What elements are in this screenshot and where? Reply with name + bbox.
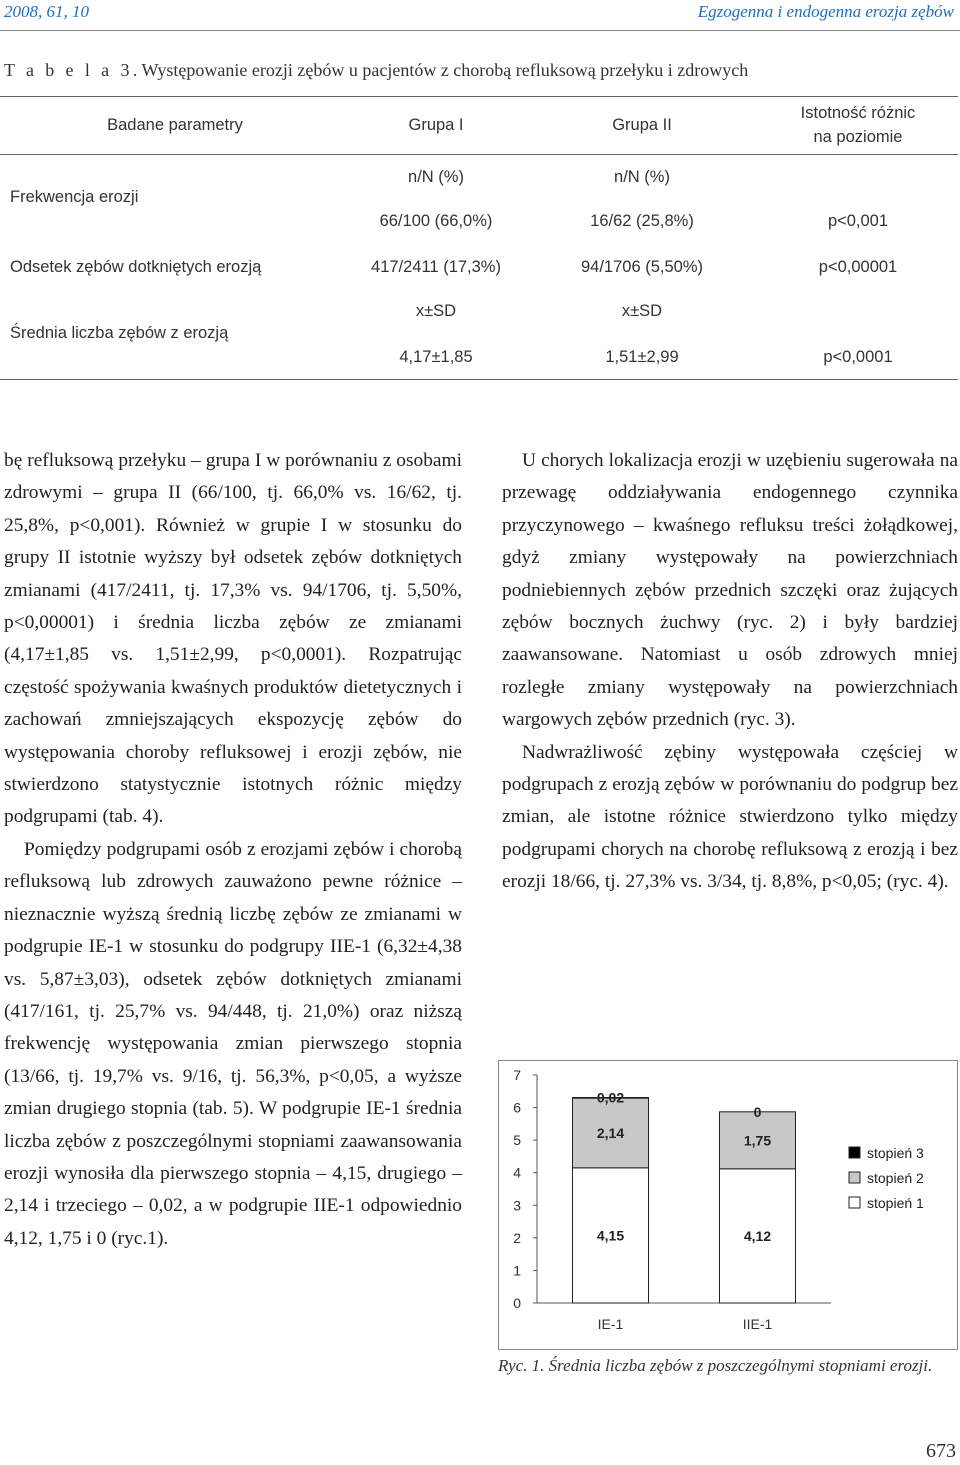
data-table	[0, 96, 960, 380]
figure-caption: Ryc. 1. Średnia liczba zębów z poszczególnymi stopniami erozji.	[498, 1356, 933, 1375]
row-label-frequency: Frekwencja erozji	[10, 188, 139, 206]
legend-label: stopień 3	[867, 1145, 924, 1161]
y-tick-label: 5	[513, 1132, 521, 1149]
legend-label: stopień 1	[867, 1195, 924, 1211]
right-paragraph-1: U chorych lokalizacja erozji w uzębieniu sugerowała na przewagę oddziaływania endogennego czynnika przyczynowego – kwaśnego refluksu treści żołądkowej, gdyż zmiany występowały na powierzchniach podniebiennych zębów przednich szczęki oraz żujących zębów bocznych żuchwy (ryc. 2) i były bardziej zaawansowane. Natomiast u osób zdrowych mniej rozległe zmiany występowały na powierzchniach wargowych zębów przednich (ryc. 3).	[502, 450, 958, 731]
page-number: 673	[926, 1440, 956, 1462]
header-rule	[0, 30, 960, 31]
frequency-p: p<0,001	[827, 212, 889, 230]
frequency-sub-g1: n/N (%)	[408, 168, 464, 186]
data-label: 4,15	[596, 1227, 625, 1244]
y-tick-label: 6	[513, 1099, 521, 1116]
row-label-percent: Odsetek zębów dotkniętych erozją	[10, 258, 262, 276]
percent-g2: 94/1706 (5,50%)	[580, 258, 703, 276]
data-label: 0	[753, 1103, 762, 1120]
row-label-mean: Średnia liczba zębów z erozją	[10, 324, 229, 342]
x-tick-label: IIE-1	[742, 1316, 773, 1332]
y-tick-label: 2	[513, 1229, 521, 1246]
header-significance-2: na poziomie	[813, 128, 903, 146]
header-params: Badane parametry	[107, 116, 243, 134]
right-column	[502, 445, 958, 899]
percent-p: p<0,00001	[818, 258, 898, 276]
table-label: T a b e l a 3	[4, 60, 133, 80]
table-title: . Występowanie erozji zębów u pacjentów z chorobą refluksową przełyku i zdrowych	[132, 60, 749, 80]
figure-1-chart	[498, 1060, 958, 1350]
right-paragraph-2: Nadwrażliwość zębiny występowała częściej w podgrupach z erozją zębów w porównaniu do podgrup bez zmian, ale istotne różnice stwierdzono tylko między podgrupami chorych na chorobę refluksową z erozją i bez erozji 18/66, tj. 27,3% vs. 3/34, tj. 8,8%, p<0,05; (ryc. 4).	[502, 741, 958, 893]
y-tick-label: 0	[513, 1295, 521, 1311]
header-group2: Grupa II	[612, 116, 672, 134]
running-title: Egzogenna i endogenna erozja zębów	[697, 2, 954, 21]
stacked-bar-chart	[499, 1061, 957, 1349]
mean-g2: 1,51±2,99	[605, 348, 679, 366]
legend-swatch	[849, 1147, 860, 1158]
y-tick-label: 3	[513, 1197, 521, 1214]
x-tick-label: IE-1	[597, 1316, 624, 1332]
percent-g1: 417/2411 (17,3%)	[371, 258, 501, 276]
mean-g1: 4,17±1,85	[399, 348, 473, 366]
header-significance-1: Istotność różnic	[800, 104, 916, 122]
frequency-sub-g2: n/N (%)	[614, 168, 670, 186]
legend-swatch	[849, 1172, 860, 1183]
y-tick-label: 4	[513, 1164, 521, 1181]
left-paragraph-2: Pomiędzy podgrupami osób z erozjami zębów i chorobą refluksową lub zdrowych zauważono pewne różnice – nieznacznie wyższą średnią liczbę zębów ze zmianami w podgrupie IE-1 w stosunku do podgrupy IIE-1 (6,32±4,38 vs. 5,87±3,03), odsetek zębów dotkniętych zmianami (417/161, tj. 25,7% vs. 94/448, tj. 21,0%) oraz niższą frekwencję występowania zmian pierwszego stopnia (13/66, tj. 19,7% vs. 9/16, tj. 56,3%, p<0,05, a wyższe zmian drugiego stopnia (tab. 5). W podgrupie IE-1 średnia liczba zębów z poszczególnymi stopniami zaawansowania erozji wynosiła dla pierwszego stopnia – 4,15, drugiego – 2,14 i trzeciego – 0,02, a w podgrupie IIE-1 odpowiednio 4,12, 1,75 i 0 (ryc.1).	[4, 838, 462, 1249]
journal-citation: 2008, 61, 10	[4, 2, 89, 21]
data-label: 1,75	[743, 1132, 772, 1149]
left-paragraph-1: bę refluksową przełyku – grupa I w porównaniu z osobami zdrowymi – grupa II (66/100, tj. 66,0% vs. 16/62, tj. 25,8%, p<0,001). Również w grupie I w stosunku do grupy II istotnie wyższy był odsetek zębów dotkniętych zmianami (417/2411, tj. 17,3% vs. 94/1706, tj. 5,50%, p<0,00001) i średnia liczba zębów ze zmianami (4,17±1,85 vs. 1,51±2,99, p<0,0001). Rozpatrując częstość spożywania kwaśnych produktów dietetycznych i zachowań zmniejszających ekspozycję zębów do występowania choroby refluksowej i erozji zębów, nie stwierdzono statystycznie istotnych różnic między podgrupami (tab. 4).	[4, 450, 462, 828]
frequency-g1: 66/100 (66,0%)	[379, 212, 493, 230]
y-tick-label: 1	[513, 1262, 521, 1279]
legend-label: stopień 2	[867, 1170, 924, 1186]
data-label: 0,02	[596, 1089, 625, 1106]
mean-sub-g2: x±SD	[621, 302, 663, 320]
mean-p: p<0,0001	[823, 348, 893, 366]
data-label: 4,12	[743, 1227, 772, 1244]
table-caption	[4, 60, 748, 81]
running-header	[4, 2, 954, 28]
table-top-rule	[0, 96, 958, 97]
mean-sub-g1: x±SD	[415, 302, 457, 320]
legend-swatch	[849, 1197, 860, 1208]
frequency-g2: 16/62 (25,8%)	[590, 212, 694, 230]
y-tick-label: 7	[513, 1067, 521, 1083]
table-bottom-rule	[0, 379, 958, 380]
header-rule	[0, 154, 958, 155]
data-label: 2,14	[596, 1124, 625, 1141]
left-column	[4, 445, 462, 1255]
header-group1: Grupa I	[408, 116, 464, 134]
